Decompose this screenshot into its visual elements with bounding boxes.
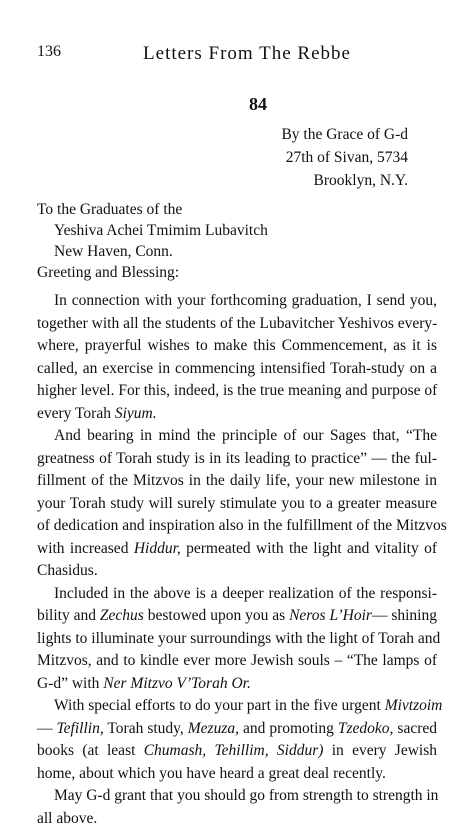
text-line bbox=[37, 740, 437, 763]
text-line: home, about which you have heard a great deal recently. bbox=[37, 763, 437, 786]
dateline-line: By the Grace of G-d bbox=[281, 123, 408, 146]
text-line: May G-d grant that you should go from strength to strength in bbox=[37, 785, 437, 808]
page-number: 136 bbox=[37, 43, 61, 61]
italic-term: Hiddur, bbox=[134, 540, 181, 557]
text-run: with increased bbox=[37, 540, 134, 557]
text-line: called, an exercise in commencing intensified Torah-study on a bbox=[37, 358, 437, 381]
paragraph bbox=[37, 425, 437, 583]
text-line: your Torah study will surely stimulate you to a greater measure bbox=[37, 493, 437, 516]
text-line: And bearing in mind the principle of our Sages that, “The bbox=[37, 425, 437, 448]
italic-term: Tefillin, bbox=[56, 720, 103, 737]
text-line: together with all the students of the Lubavitcher Yeshivos every- bbox=[37, 313, 437, 336]
addressee-line: To the Graduates of the bbox=[37, 199, 268, 220]
text-run: permeated with the light and vitality of bbox=[181, 540, 437, 557]
greeting: Greeting and Blessing: bbox=[37, 264, 179, 282]
italic-term: Tzedoko, bbox=[338, 720, 394, 737]
addressee-line: Yeshiva Achei Tmimim Lubavitch bbox=[37, 220, 268, 241]
text-run: sacred bbox=[393, 720, 437, 737]
text-line bbox=[37, 538, 437, 561]
text-line: of dedication and inspiration also in the fulfillment of the Mitzvos bbox=[37, 515, 437, 538]
text-run: G-d” with bbox=[37, 675, 103, 692]
paragraph bbox=[37, 785, 437, 830]
text-line: Chasidus. bbox=[37, 560, 437, 583]
italic-term: Mezuza, bbox=[188, 720, 239, 737]
italic-term: Mivtzoim bbox=[385, 697, 443, 714]
letter-number: 84 bbox=[0, 94, 476, 115]
italic-term: Siyum. bbox=[115, 405, 157, 422]
text-line: where, prayerful wishes to make this Commencement, as it is bbox=[37, 335, 437, 358]
dateline-line: Brooklyn, N.Y. bbox=[281, 169, 408, 192]
text-run: bility and bbox=[37, 607, 100, 624]
italic-term: Neros L’Hoir bbox=[289, 607, 372, 624]
text-line bbox=[37, 605, 437, 628]
text-run: and promoting bbox=[239, 720, 338, 737]
addressee-block bbox=[37, 199, 268, 262]
text-line: Mitzvos, and to kindle ever more Jewish souls – “The lamps of bbox=[37, 650, 437, 673]
text-run: With special efforts to do your part in the five urgent bbox=[54, 697, 385, 714]
italic-term: Zechus bbox=[100, 607, 144, 624]
dateline-line: 27th of Sivan, 5734 bbox=[281, 146, 408, 169]
text-run: — shining bbox=[372, 607, 437, 624]
text-run: books (at least bbox=[37, 742, 144, 759]
letter-body bbox=[37, 290, 437, 830]
text-run: in every Jewish bbox=[323, 742, 437, 759]
italic-term: Chumash, Tehillim, Siddur) bbox=[144, 742, 324, 759]
text-line: greatness of Torah study is in its leading to practice” — the ful- bbox=[37, 448, 437, 471]
text-run: Torah study, bbox=[104, 720, 188, 737]
text-line bbox=[37, 673, 437, 696]
text-line: Included in the above is a deeper realization of the responsi- bbox=[37, 583, 437, 606]
text-line: lights to illuminate your surroundings with the light of Torah and bbox=[37, 628, 437, 651]
text-line: fillment of the Mitzvos in the daily life, your new milestone in bbox=[37, 470, 437, 493]
paragraph bbox=[37, 695, 437, 785]
italic-term: Ner Mitzvo V’Torah Or. bbox=[103, 675, 251, 692]
text-line bbox=[37, 695, 437, 718]
text-run: every Torah bbox=[37, 405, 115, 422]
text-line bbox=[37, 403, 437, 426]
paragraph bbox=[37, 583, 437, 696]
text-run: — bbox=[37, 720, 56, 737]
text-line bbox=[37, 718, 437, 741]
text-line: all above. bbox=[37, 808, 437, 830]
addressee-line: New Haven, Conn. bbox=[37, 241, 268, 262]
dateline bbox=[281, 123, 408, 192]
text-line: In connection with your forthcoming graduation, I send you, bbox=[37, 290, 437, 313]
running-head: Letters From The Rebbe bbox=[0, 43, 476, 65]
paragraph bbox=[37, 290, 437, 425]
text-line: higher level. For this, indeed, is the true meaning and purpose of bbox=[37, 380, 437, 403]
text-run: bestowed upon you as bbox=[144, 607, 289, 624]
